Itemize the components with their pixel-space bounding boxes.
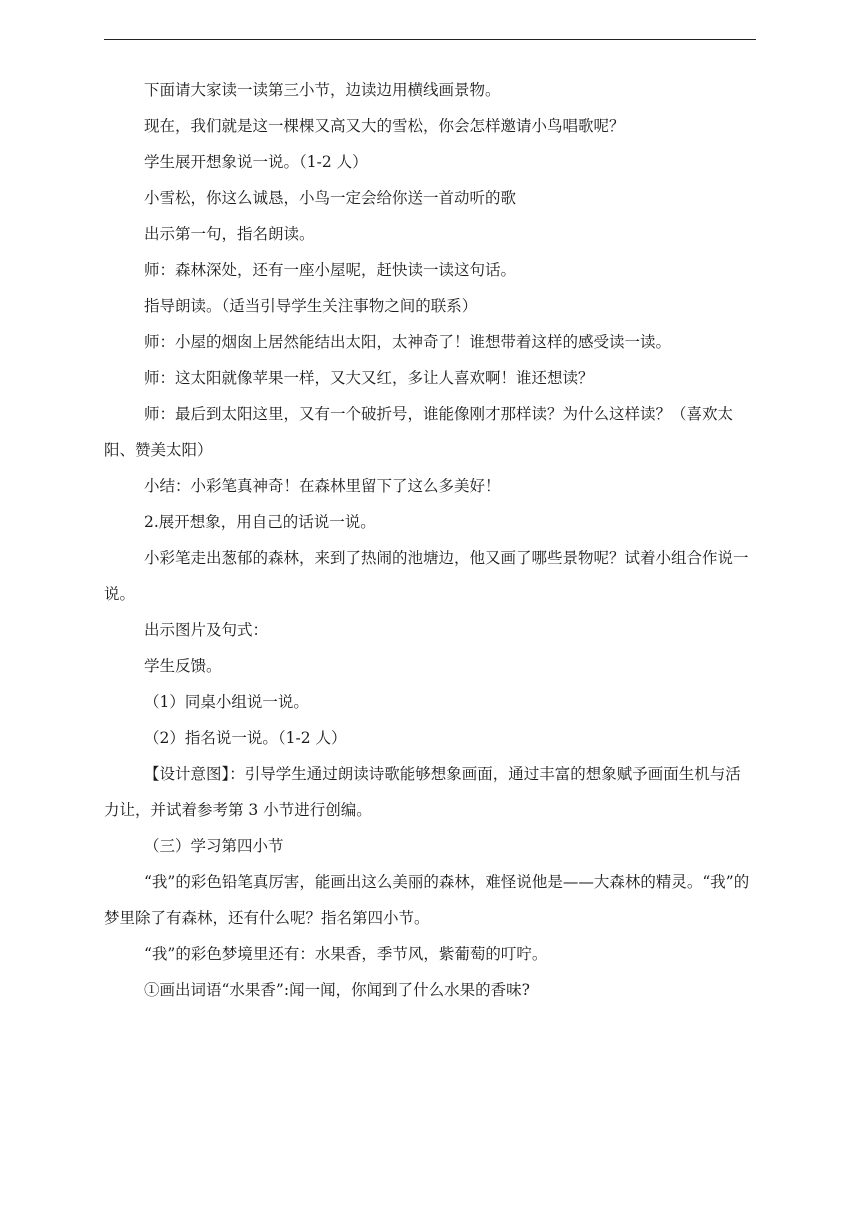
document-body: [104, 72, 756, 1008]
paragraph: 小结：小彩笔真神奇！在森林里留下了这么多美好！: [144, 477, 501, 495]
section-heading: （三）学习第四小节: [144, 837, 284, 855]
paragraph: 学生展开想象说一说。（1-2 人）: [144, 153, 368, 171]
paragraph: 小雪松，你这么诚恳，小鸟一定会给你送一首动听的歌: [144, 189, 517, 207]
paragraph: 【设计意图】：引导学生通过朗读诗歌能够想象画面，通过丰富的想象赋予画面生机与活力让，并试着参考第 3 小节进行创编。: [104, 765, 741, 819]
paragraph: 2.展开想象，用自己的话说一说。: [144, 513, 376, 531]
paragraph: “我”的彩色铅笔真厉害，能画出这么美丽的森林，难怪说他是——大森林的精灵。“我”的梦里除了有森林，还有什么呢？指名第四小节。: [104, 873, 750, 927]
paragraph: 小彩笔走出葱郁的森林，来到了热闹的池塘边，他又画了哪些景物呢？试着小组合作说一说。: [104, 549, 749, 603]
paragraph: 出示第一句，指名朗读。: [144, 225, 315, 243]
paragraph: “我”的彩色梦境里还有：水果香，季节风，紫葡萄的叮咛。: [144, 945, 548, 963]
paragraph: ①画出词语“水果香”:闻一闻，你闻到了什么水果的香味?: [144, 981, 530, 999]
paragraph: 学生反馈。: [144, 657, 222, 675]
header-rule: [104, 39, 756, 40]
paragraph: 出示图片及句式：: [144, 621, 269, 639]
paragraph: 现在，我们就是这一棵棵又高又大的雪松，你会怎样邀请小鸟唱歌呢？: [144, 117, 625, 135]
paragraph: 师：小屋的烟囱上居然能结出太阳，太神奇了！谁想带着这样的感受读一读。: [144, 333, 672, 351]
paragraph: 师：这太阳就像苹果一样，又大又红，多让人喜欢啊！谁还想读？: [144, 369, 594, 387]
paragraph: 师：最后到太阳这里，又有一个破折号，谁能像刚才那样读？为什么这样读？（喜欢太阳、赞美太阳）: [104, 405, 734, 459]
paragraph: （2）指名说一说。（1-2 人）: [144, 729, 347, 747]
paragraph: （1）同桌小组说一说。: [144, 693, 309, 711]
paragraph: 下面请大家读一读第三小节，边读边用横线画景物。: [144, 81, 501, 99]
paragraph: 师：森林深处，还有一座小屋呢，赶快读一读这句话。: [144, 261, 517, 279]
paragraph: 指导朗读。（适当引导学生关注事物之间的联系）: [144, 297, 478, 315]
